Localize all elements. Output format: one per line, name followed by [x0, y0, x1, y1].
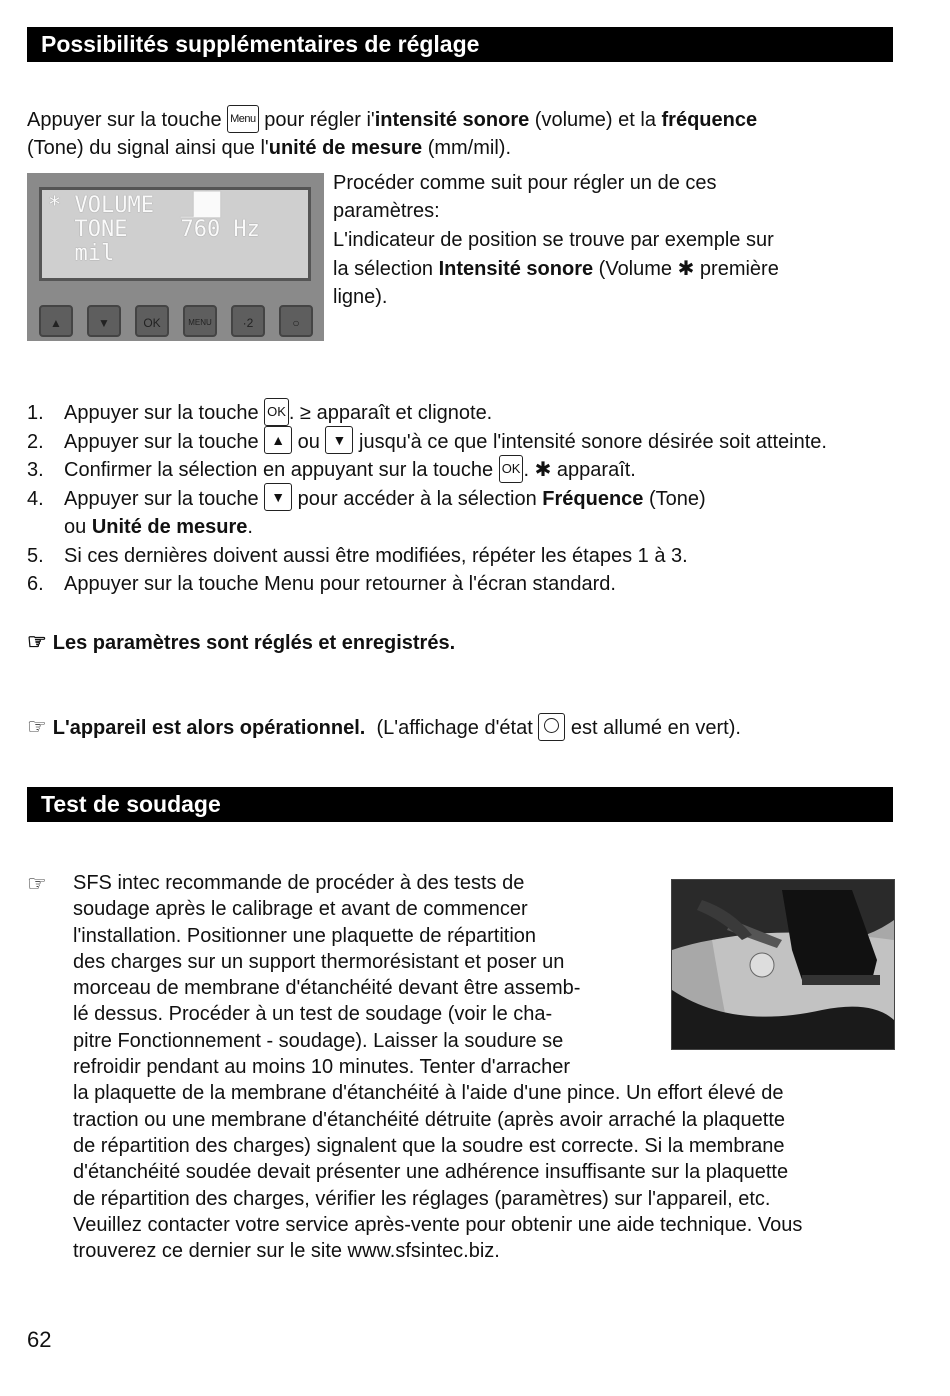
paragraph-line: trouverez ce dernier sur le site www.sfsintec.biz.	[73, 1240, 500, 1263]
ok-key-icon: OK	[264, 398, 289, 426]
menu-button-icon: MENU	[183, 305, 217, 337]
step-number: 2.	[27, 430, 44, 453]
step-text: ou	[292, 430, 326, 453]
menu-key-icon: Menu	[227, 105, 259, 133]
paragraph-line: Veuillez contacter votre service après-vente pour obtenir une aide technique. Vous	[73, 1213, 803, 1236]
device-display-image	[27, 173, 324, 341]
step-text: pour accéder à la sélection	[292, 487, 543, 510]
note-settings-saved	[27, 628, 455, 657]
section-header-settings	[27, 27, 893, 62]
device-buttons	[39, 305, 313, 335]
section-header-weld-test	[27, 787, 893, 822]
list-item	[27, 570, 827, 599]
intro-line-2	[27, 135, 511, 162]
list-item	[27, 399, 827, 428]
step-text: Confirmer la sélection en appuyant sur la touche	[64, 459, 499, 481]
ok-key-icon: OK	[499, 455, 524, 483]
paragraph-line: l'installation. Positionner une plaquette de répartition	[73, 924, 537, 947]
weld-test-paragraph	[73, 870, 802, 1264]
lcd-screen	[39, 187, 311, 281]
side-text: (Volume ✱ première	[593, 258, 779, 280]
note-bold: L'appareil est alors opérationnel.	[52, 717, 366, 739]
down-arrow-key-icon: ▼	[325, 426, 353, 454]
side-text: la sélection	[333, 258, 439, 280]
step-bold: Fréquence	[542, 487, 644, 510]
step-text: .	[247, 516, 253, 538]
intro-text: (volume) et la	[529, 109, 662, 131]
step-text: jusqu'à ce que l'intensité sonore désirée soit atteinte.	[353, 430, 827, 453]
pointing-hand-icon: ☞	[27, 714, 47, 739]
list-item-continuation	[27, 513, 827, 542]
side-line-2: paramètres:	[333, 200, 440, 222]
paragraph-line: soudage après le calibrage et avant de commencer	[73, 898, 528, 921]
paragraph-line: de répartition des charges, vérifier les réglages (paramètres) sur l'appareil, etc.	[73, 1187, 771, 1210]
side-line-4	[333, 256, 779, 283]
intro-bold: unité de mesure	[268, 137, 423, 159]
status-button-icon: ○	[279, 305, 313, 337]
step-text: (Tone)	[643, 487, 706, 510]
list-item	[27, 456, 827, 485]
side-line-3: L'indicateur de position se trouve par exemple sur	[333, 229, 774, 251]
intro-text: (mm/mil).	[422, 137, 511, 159]
step-text: Appuyer sur la touche Menu pour retourner à l'écran standard.	[64, 573, 616, 595]
down-arrow-key-icon: ▼	[264, 483, 292, 511]
step-number: 1.	[27, 402, 44, 424]
paragraph-line: lé dessus. Procéder à un test de soudage (voir le cha-	[73, 1003, 553, 1026]
note-text: Les paramètres sont réglés et enregistrés.	[52, 632, 456, 654]
step-number: 3.	[27, 459, 44, 481]
side-line-1: Procéder comme suit pour régler un de ces	[333, 172, 717, 194]
note-text: est allumé en vert).	[565, 717, 741, 739]
status-indicator-icon	[538, 713, 565, 741]
step-number: 6.	[27, 573, 44, 595]
up-button-icon: ▲	[39, 305, 73, 337]
step-text: Si ces dernières doivent aussi être modifiées, répéter les étapes 1 à 3.	[64, 544, 688, 567]
step-text: . ≥ apparaît et clignote.	[288, 402, 493, 424]
step-number: 5.	[27, 544, 44, 567]
note-operational	[27, 713, 741, 742]
step-text: Appuyer sur la touche	[64, 402, 265, 424]
page-number: 62	[27, 1327, 52, 1352]
side-line-5: ligne).	[333, 286, 388, 308]
section-title: Possibilités supplémentaires de réglage	[41, 31, 480, 57]
step-text: ou	[64, 516, 92, 538]
list-item	[27, 485, 827, 514]
lcd-line: mil	[48, 241, 115, 266]
paragraph-line: morceau de membrane d'étanchéité devant être assemb-	[73, 977, 581, 1000]
down-button-icon: ▼	[87, 305, 121, 337]
steps-list	[27, 399, 827, 599]
list-item	[27, 542, 827, 571]
step-number: 4.	[27, 487, 44, 510]
paragraph-line: traction ou une membrane d'étanchéité détruite (après avoir arraché la plaquette	[73, 1108, 786, 1131]
paragraph-line: de répartition des charges) signalent que la soudre est correcte. Si la membrane	[73, 1134, 785, 1157]
list-item	[27, 428, 827, 457]
paragraph-line: la plaquette de la membrane d'étanchéité à l'aide d'une pince. Un effort élevé de	[73, 1082, 784, 1105]
step-bold: Unité de mesure	[91, 516, 248, 538]
paragraph-line: d'étanchéité soudée devait présenter une adhérence insuffisante sur la plaquette	[73, 1161, 789, 1184]
paragraph-line: des charges sur un support thermorésistant et poser un	[73, 950, 565, 973]
intro-text: pour régler i'	[258, 109, 375, 131]
step-text: Appuyer sur la touche	[64, 487, 265, 510]
lcd-line: * VOLUME _██	[48, 193, 221, 218]
up-arrow-key-icon: ▲	[264, 426, 292, 454]
intro-line-1	[27, 107, 757, 134]
step-text: Appuyer sur la touche	[64, 430, 265, 453]
paragraph-line: refroidir pendant au moins 10 minutes. Tenter d'arracher	[73, 1056, 571, 1079]
intro-bold: intensité sonore	[374, 109, 530, 131]
ok-button-icon: OK	[135, 305, 169, 337]
paragraph-line: SFS intec recommande de procéder à des tests de	[73, 872, 525, 894]
pointing-hand-icon: ☞	[27, 871, 47, 896]
two-button-icon: ·2	[231, 305, 265, 337]
intro-text: Appuyer sur la touche	[27, 109, 228, 131]
lcd-line: TONE 760 Hz	[48, 217, 260, 242]
pointing-hand-icon: ☞	[27, 629, 47, 654]
step-text: . ✱ apparaît.	[523, 459, 636, 481]
paragraph-line: pitre Fonctionnement - soudage). Laisser la soudure se	[73, 1029, 564, 1052]
intro-bold: fréquence	[661, 109, 758, 131]
side-bold: Intensité sonore	[438, 258, 594, 280]
note-text: (L'affichage d'état	[376, 717, 539, 739]
intro-text: (Tone) du signal ainsi que l'	[27, 137, 269, 159]
section-title: Test de soudage	[41, 791, 221, 817]
